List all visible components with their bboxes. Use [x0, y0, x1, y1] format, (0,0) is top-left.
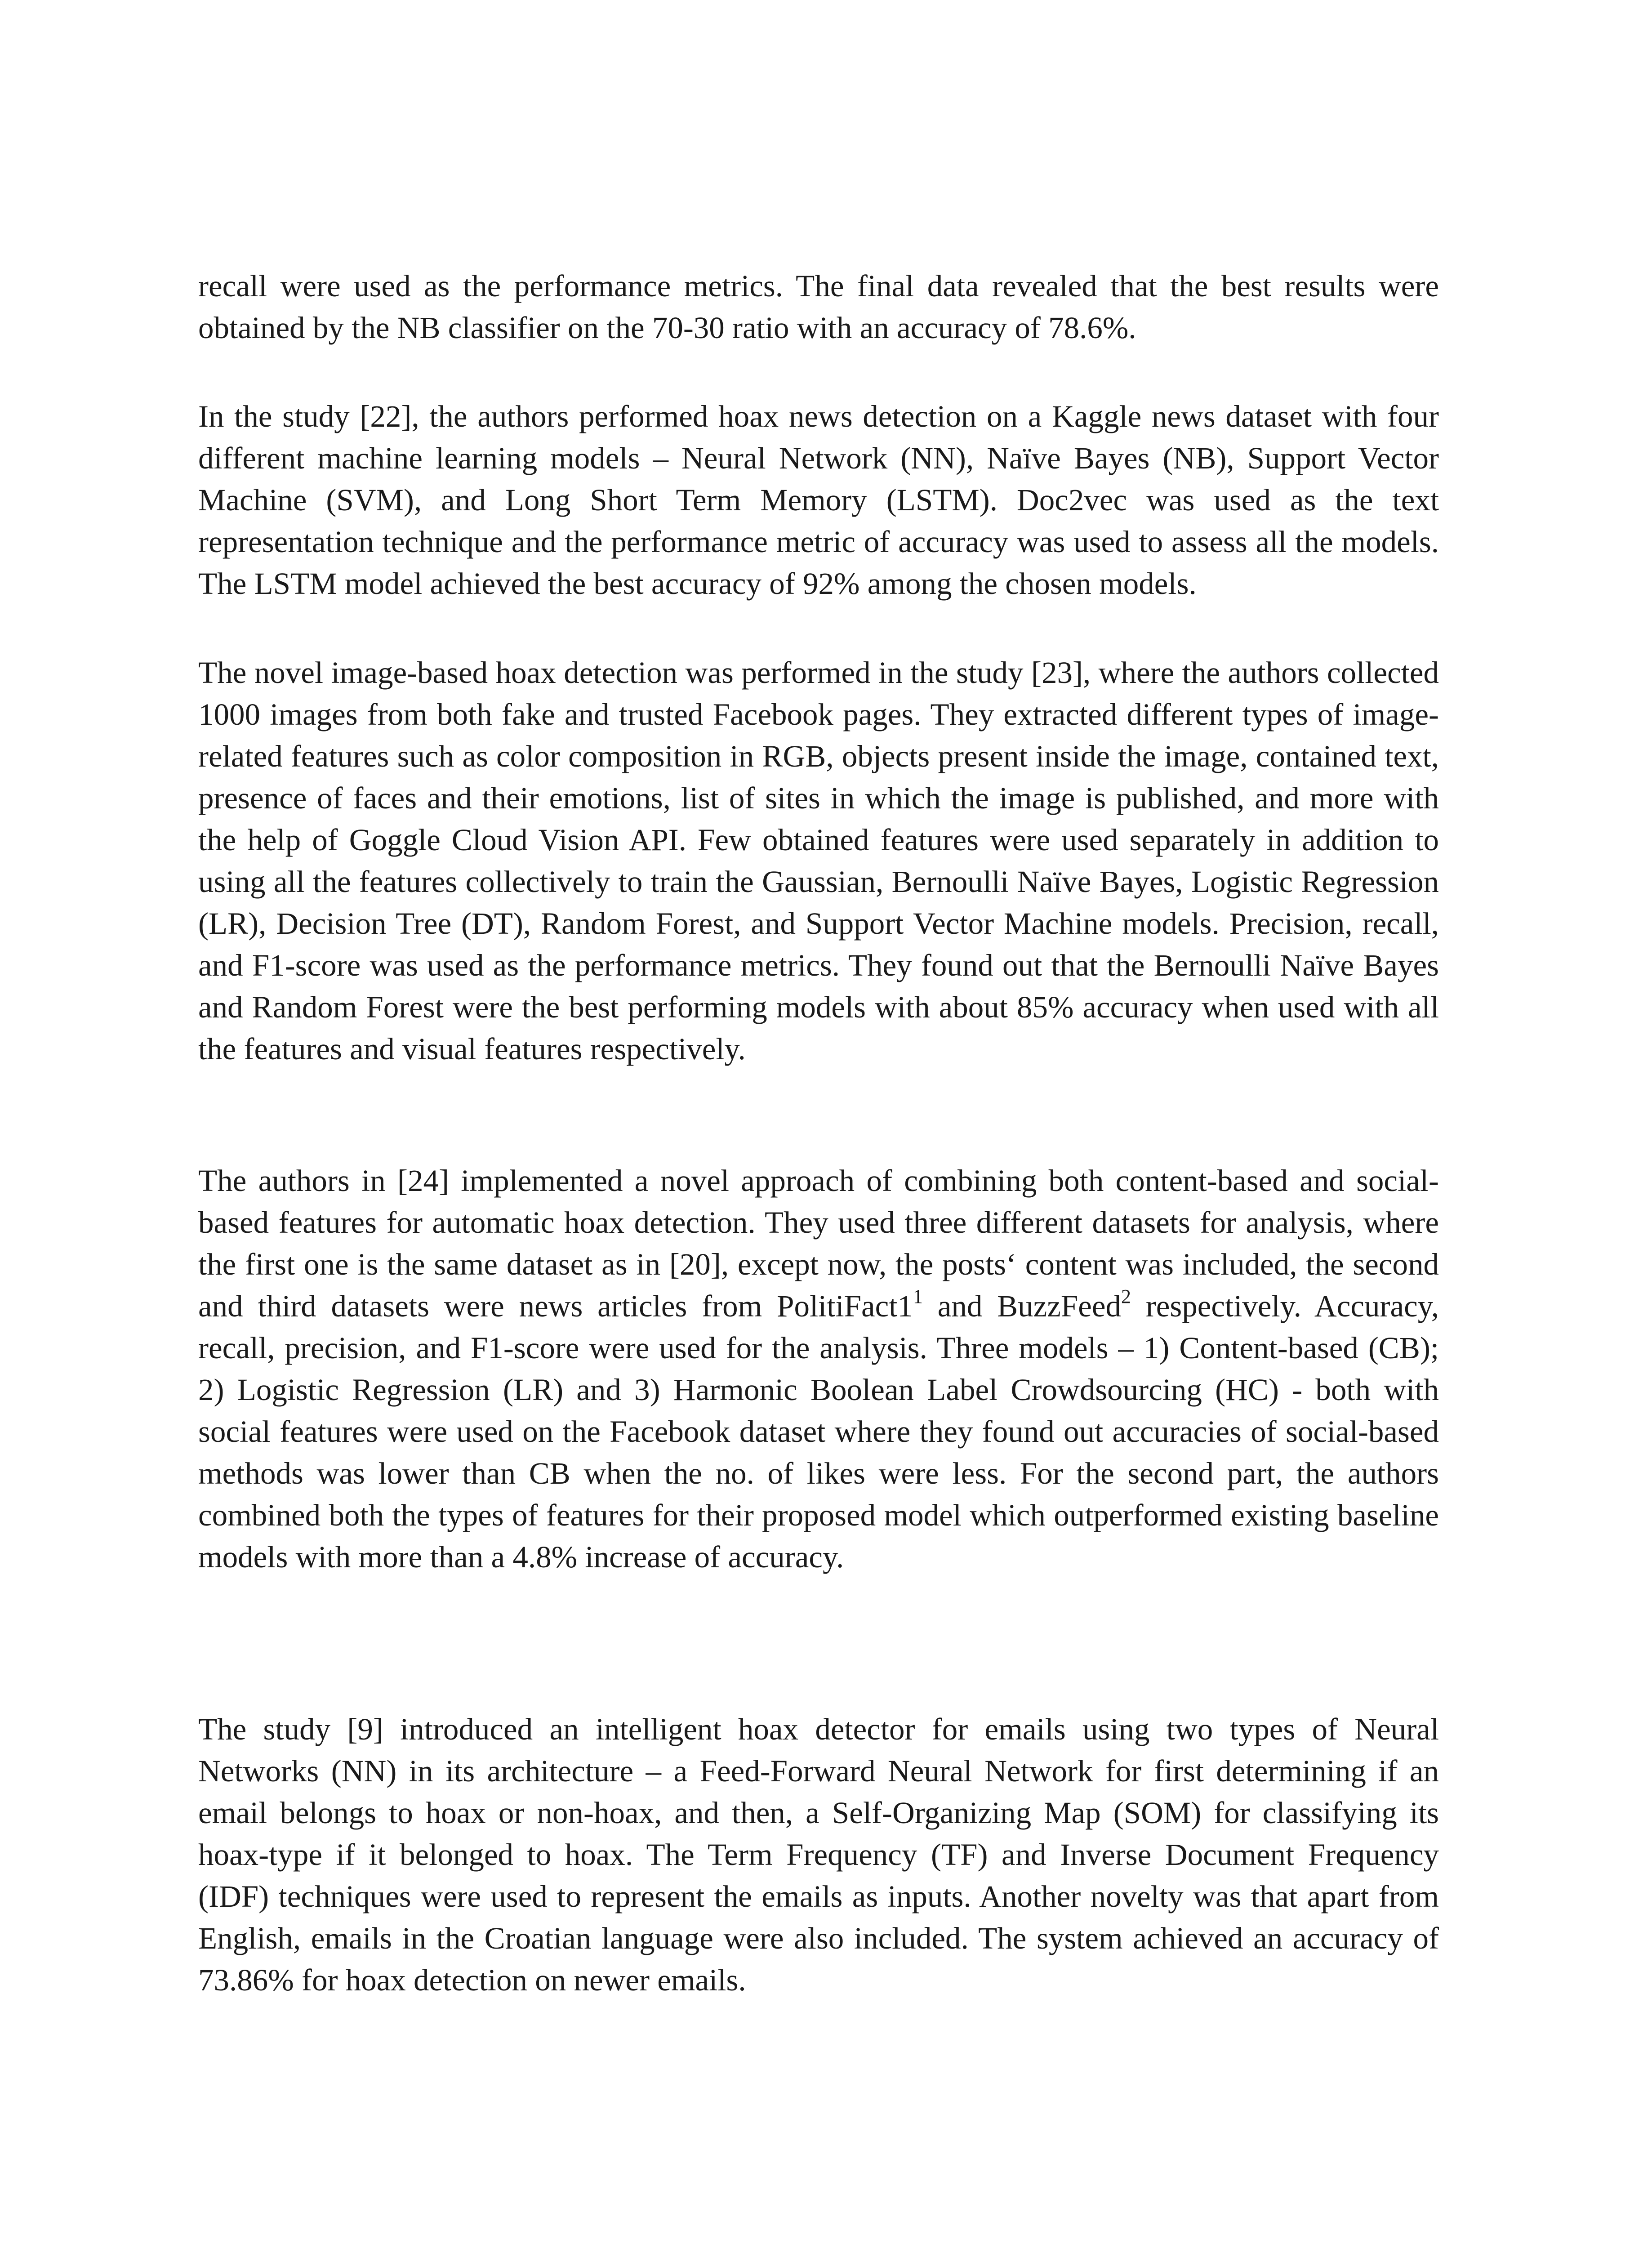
paragraph-text-part: The authors in [24] implemented a novel approach of combining both content-based and social-based features for automatic hoax detection. They used three different datasets for analysis, where the first one is the same dataset as in [20], except now, the posts‘ content was included, the second and third datasets were news articles from PolitiFact1 — [198, 1164, 1439, 1323]
paragraph-text: recall were used as the performance metrics. The final data revealed that the best results were obtained by the NB classifier on the 70-30 ratio with an accuracy of 78.6%. — [198, 269, 1439, 345]
paragraph-text: The study [9] introduced an intelligent hoax detector for emails using two types of Neural Networks (NN) in its architecture – a Feed-Forward Neural Network for first determining if an email belongs to hoax or non-hoax, and then, a Self-Organizing Map (SOM) for classifying its hoax-type if it belonged to hoax. The Term Frequency (TF) and Inverse Document Frequency (IDF) techniques were used to represent the emails as inputs. Another novelty was that apart from English, emails in the Croatian language were also included. The system achieved an accuracy of 73.86% for hoax detection on newer emails. — [198, 1712, 1439, 1997]
paragraph-text-part: respectively. Accuracy, recall, precision, and F1-score were used for the analysis. Three models – 1) Content-based (CB); 2) Logistic Regression (LR) and 3) Harmonic Boolean Label Crowdsourcing (HC) - both with social features were used on the Facebook dataset where they found out accuracies of social-based methods was lower than CB when the no. of likes were less. For the second part, the authors combined both the types of features for their proposed model which outperformed existing baseline models with more than a 4.8% increase of accuracy. — [198, 1289, 1439, 1574]
paragraph-text — [198, 1160, 1439, 1578]
footnote-marker: 2 — [1121, 1285, 1131, 1307]
paragraph-text: In the study [22], the authors performed hoax news detection on a Kaggle news dataset with four different machine learning models – Neural Network (NN), Naïve Bayes (NB), Support Vector Machine (SVM), and Long Short Term Memory (LSTM). Doc2vec was used as the text representation technique and the performance metric of accuracy was used to assess all the models. The LSTM model achieved the best accuracy of 92% among the chosen models. — [198, 399, 1439, 601]
paragraph-4 — [198, 1160, 1439, 1578]
paragraph-text-part: and BuzzFeed — [922, 1289, 1122, 1323]
paragraph-2 — [198, 396, 1439, 605]
paragraph-3 — [198, 652, 1439, 1070]
paragraph-5 — [198, 1708, 1439, 2001]
paragraph-text: The novel image-based hoax detection was performed in the study [23], where the authors collected 1000 images from both fake and trusted Facebook pages. They extracted different types of image-related features such as color composition in RGB, objects present inside the image, contained text, presence of faces and their emotions, list of sites in which the image is published, and more with the help of Goggle Cloud Vision API. Few obtained features were used separately in addition to using all the features collectively to train the Gaussian, Bernoulli Naïve Bayes, Logistic Regression (LR), Decision Tree (DT), Random Forest, and Support Vector Machine models. Precision, recall, and F1-score was used as the performance metrics. They found out that the Bernoulli Naïve Bayes and Random Forest were the best performing models with about 85% accuracy when used with all the features and visual features respectively. — [198, 656, 1439, 1066]
footnote-marker: 1 — [913, 1285, 923, 1307]
paragraph-1 — [198, 265, 1439, 349]
